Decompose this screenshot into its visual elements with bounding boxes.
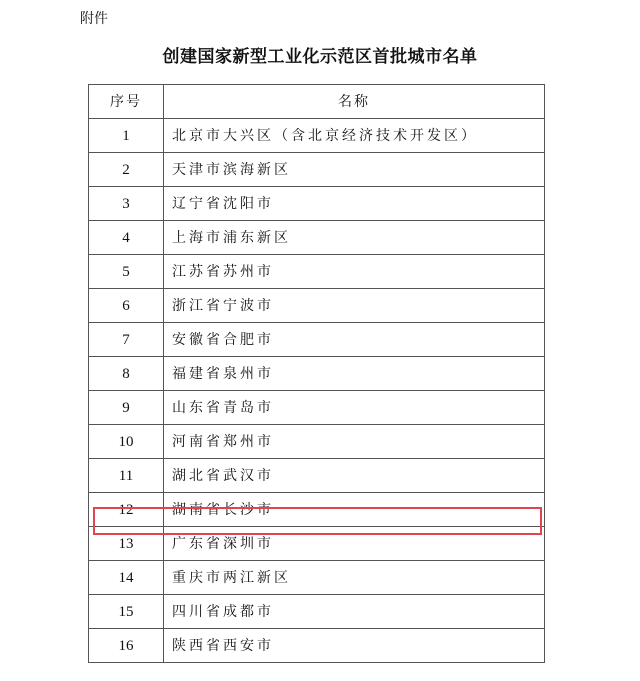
row-number: 16 xyxy=(89,629,164,663)
row-name: 福建省泉州市 xyxy=(164,357,545,391)
row-number: 15 xyxy=(89,595,164,629)
row-number: 14 xyxy=(89,561,164,595)
table-row xyxy=(89,459,545,493)
table-row xyxy=(89,561,545,595)
table-row xyxy=(89,323,545,357)
table-header-row xyxy=(89,85,545,119)
table-row xyxy=(89,357,545,391)
row-name: 辽宁省沈阳市 xyxy=(164,187,545,221)
row-name: 上海市浦东新区 xyxy=(164,221,545,255)
row-name: 天津市滨海新区 xyxy=(164,153,545,187)
row-number: 5 xyxy=(89,255,164,289)
header-name: 名称 xyxy=(164,85,545,119)
row-number: 13 xyxy=(89,527,164,561)
row-name: 浙江省宁波市 xyxy=(164,289,545,323)
row-number: 2 xyxy=(89,153,164,187)
row-number: 9 xyxy=(89,391,164,425)
row-number: 12 xyxy=(89,493,164,527)
row-number: 11 xyxy=(89,459,164,493)
table-row xyxy=(89,629,545,663)
table-row xyxy=(89,153,545,187)
document-title: 创建国家新型工业化示范区首批城市名单 xyxy=(162,47,478,67)
row-number: 10 xyxy=(89,425,164,459)
row-name: 重庆市两江新区 xyxy=(164,561,545,595)
row-number: 8 xyxy=(89,357,164,391)
row-number: 7 xyxy=(89,323,164,357)
table-row xyxy=(89,595,545,629)
row-name: 江苏省苏州市 xyxy=(164,255,545,289)
table-row xyxy=(89,425,545,459)
table-row xyxy=(89,221,545,255)
table-row xyxy=(89,289,545,323)
row-name: 北京市大兴区（含北京经济技术开发区） xyxy=(164,119,545,153)
row-name: 湖北省武汉市 xyxy=(164,459,545,493)
row-name: 陕西省西安市 xyxy=(164,629,545,663)
table-row xyxy=(89,119,545,153)
row-name: 四川省成都市 xyxy=(164,595,545,629)
row-number: 1 xyxy=(89,119,164,153)
row-name: 湖南省长沙市 xyxy=(164,493,545,527)
row-name: 安徽省合肥市 xyxy=(164,323,545,357)
row-number: 3 xyxy=(89,187,164,221)
attachment-label: 附件 xyxy=(80,11,108,27)
city-list-table xyxy=(88,84,545,663)
table-row xyxy=(89,255,545,289)
row-number: 6 xyxy=(89,289,164,323)
row-name: 河南省郑州市 xyxy=(164,425,545,459)
table-row-highlighted xyxy=(89,493,545,527)
row-name: 山东省青岛市 xyxy=(164,391,545,425)
table-row xyxy=(89,527,545,561)
row-number: 4 xyxy=(89,221,164,255)
table-row xyxy=(89,391,545,425)
row-name: 广东省深圳市 xyxy=(164,527,545,561)
header-index: 序号 xyxy=(89,85,164,119)
table-row xyxy=(89,187,545,221)
